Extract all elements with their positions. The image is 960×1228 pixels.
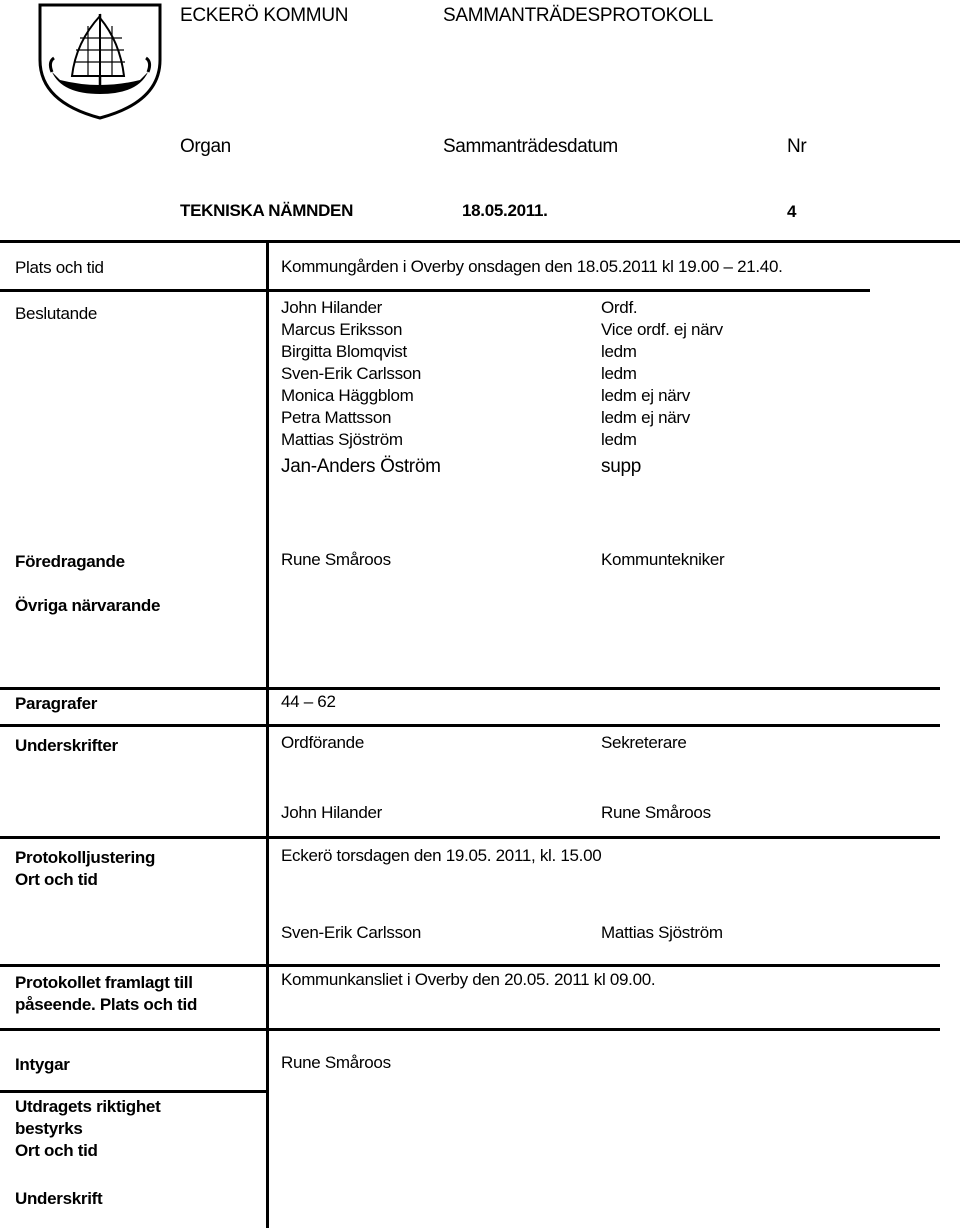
plats-och-tid-label: Plats och tid [15, 258, 104, 277]
row-divider [0, 687, 940, 690]
framlagt-value: Kommunkansliet i Overby den 20.05. 2011 kl 09.00. [281, 970, 656, 989]
intygar-label: Intygar [15, 1055, 70, 1074]
ordforande-label: Ordförande [281, 733, 364, 752]
foredragande-title: Kommuntekniker [601, 550, 725, 569]
beslutande-label: Beslutande [15, 304, 98, 323]
municipality-name: ECKERÖ KOMMUN [180, 5, 349, 26]
framlagt-label [15, 972, 197, 1016]
foredragande-label: Föredragande [15, 552, 125, 571]
member-role: Ordf. [601, 298, 638, 317]
organ-value: TEKNISKA NÄMNDEN [180, 201, 354, 220]
ordforande-signature-name: John Hilander [281, 803, 382, 822]
underskrift-label: Underskrift [15, 1189, 103, 1208]
row-divider [0, 964, 940, 967]
underskrifter-label: Underskrifter [15, 736, 118, 755]
row-divider [0, 836, 940, 839]
member-role: ledm ej närv [601, 408, 690, 427]
column-divider [266, 240, 269, 1228]
protokolljustering-label [15, 847, 155, 891]
member-name: Mattias Sjöström [281, 430, 403, 449]
plats-och-tid-value: Kommungården i Overby onsdagen den 18.05.2011 kl 19.00 – 21.40. [281, 257, 783, 276]
date-value: 18.05.2011. [462, 201, 548, 220]
protokolljustering-value: Eckerö torsdagen den 19.05. 2011, kl. 15.00 [281, 846, 602, 865]
organ-label: Organ [180, 136, 231, 157]
member-role: ledm [601, 430, 637, 449]
member-name: Monica Häggblom [281, 386, 414, 405]
table-top-border [0, 240, 960, 243]
utdrag-label-line2: bestyrks [15, 1119, 83, 1138]
foredragande-name: Rune Småroos [281, 550, 391, 569]
member-role: ledm [601, 364, 637, 383]
row-divider [0, 1090, 268, 1093]
utdrag-label-line3: Ort och tid [15, 1141, 98, 1160]
member-name: Marcus Eriksson [281, 320, 403, 339]
row-divider [0, 724, 940, 727]
member-role: supp [601, 456, 642, 477]
row-divider [0, 289, 870, 292]
framlagt-label-line1: Protokollet framlagt till [15, 973, 193, 992]
protokolljustering-label-line2: Ort och tid [15, 870, 98, 889]
justerare-1-name: Sven-Erik Carlsson [281, 923, 422, 942]
utdrag-label [15, 1096, 160, 1162]
nr-label: Nr [787, 136, 807, 157]
member-role: ledm [601, 342, 637, 361]
ovriga-narvarande-label: Övriga närvarande [15, 596, 161, 615]
member-name: Birgitta Blomqvist [281, 342, 407, 361]
member-name: Jan-Anders Öström [281, 456, 441, 477]
justerare-2-name: Mattias Sjöström [601, 923, 723, 942]
framlagt-label-line2: påseende. Plats och tid [15, 995, 198, 1014]
member-role: ledm ej närv [601, 386, 690, 405]
paragrafer-label: Paragrafer [15, 694, 98, 713]
member-name: Petra Mattsson [281, 408, 392, 427]
paragrafer-value: 44 – 62 [281, 692, 336, 711]
protokolljustering-label-line1: Protokolljustering [15, 848, 156, 867]
intygar-value: Rune Småroos [281, 1053, 391, 1072]
member-name: John Hilander [281, 298, 382, 317]
member-name: Sven-Erik Carlsson [281, 364, 422, 383]
member-role: Vice ordf. ej närv [601, 320, 723, 339]
document-type: SAMMANTRÄDESPROTOKOLL [443, 5, 713, 26]
utdrag-label-line1: Utdragets riktighet [15, 1097, 161, 1116]
sekreterare-signature-name: Rune Småroos [601, 803, 711, 822]
nr-value: 4 [787, 202, 797, 221]
date-label: Sammanträdesdatum [443, 136, 618, 157]
sekreterare-label: Sekreterare [601, 733, 687, 752]
municipal-coat-of-arms-logo [36, 2, 164, 120]
row-divider [0, 1028, 940, 1031]
